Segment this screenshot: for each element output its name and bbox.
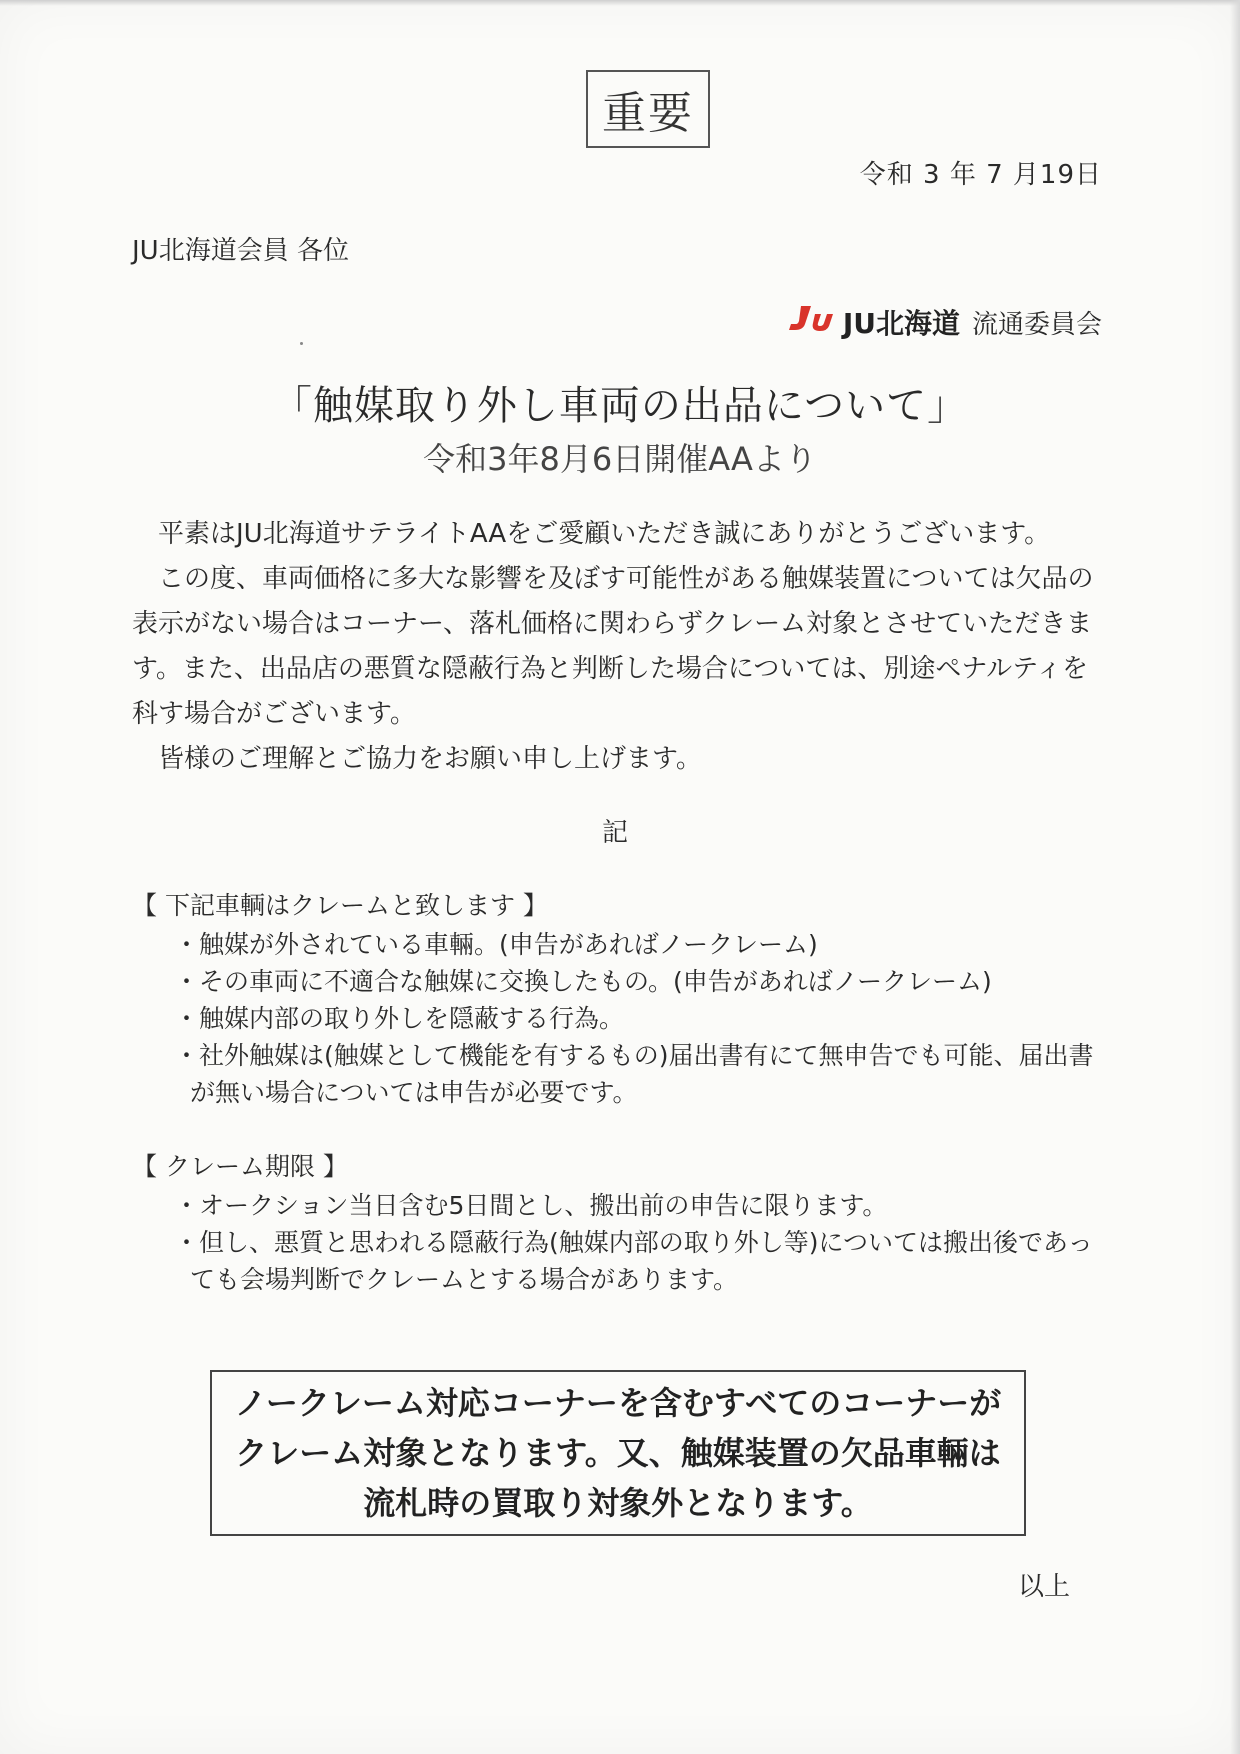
claim-items-list: [132, 926, 1112, 1111]
ju-logo-mark-svg: [787, 303, 839, 333]
claim-deadline-section: [132, 1147, 1112, 1298]
document-date: 令和 3 年 7 月19日: [859, 160, 1102, 190]
list-item: ・オークション当日含む5日間とし、搬出前の申告に限ります。: [174, 1191, 888, 1220]
list-item: ・社外触媒は(触媒として機能を有するもの)届出書有にて無申告でも可能、届出書が無い場合については申告が必要です。: [174, 1041, 1094, 1107]
sender: [787, 302, 1102, 342]
important-badge: 重要: [586, 70, 710, 148]
sender-committee: 流通委員会: [971, 309, 1102, 340]
list-item: ・但し、悪質と思われる隠蔽行為(触媒内部の取り外し等)については搬出後であっても会場判断でクレームとする場合があります。: [174, 1228, 1093, 1294]
body-paragraph: この度、車両価格に多大な影響を及ぼす可能性がある触媒装置については欠品の表示がない場合はコーナー、落札価格に関わらずクレーム対象とさせていただきます。また、出品店の悪質な隠蔽行為と判断した場合については、別途ペナルティを科す場合がございます。: [132, 564, 1094, 729]
notice-box: [210, 1370, 1026, 1536]
scan-speck: [300, 342, 303, 345]
claim-vehicles-section: [132, 886, 1112, 1111]
body-paragraph: 皆様のご理解とご協力をお願い申し上げます。: [158, 744, 702, 774]
body-paragraph: 平素はJU北海道サテライトAAをご愛顧いただき誠にありがとうございます。: [158, 519, 1051, 549]
deadline-items-list: [132, 1187, 1112, 1298]
scan-edge-top: [0, 0, 1240, 6]
list-item: ・触媒が外されている車輛。(申告があればノークレーム): [174, 930, 818, 959]
section-heading: 【 クレーム期限 】: [132, 1152, 348, 1181]
ju-logo-icon: [787, 303, 839, 341]
scan-edge-right: [1230, 0, 1240, 1754]
ju-hokkaido-logo: [787, 302, 960, 342]
list-item: ・触媒内部の取り外しを隠蔽する行為。: [174, 1004, 625, 1033]
notice-line: クレーム対象となります。又、触媒装置の欠品車輛は: [235, 1434, 1001, 1472]
logo-text: JU北海道: [842, 307, 960, 340]
notice-line: ノークレーム対応コーナーを含むすべてのコーナーが: [234, 1384, 1002, 1422]
ki-marker: 記: [601, 818, 628, 848]
section-heading: 【 下記車輌はクレームと致します 】: [132, 891, 548, 920]
document-title: 「触媒取り外し車両の出品について」: [271, 383, 969, 429]
document-subtitle: 令和3年8月6日開催AAより: [423, 440, 817, 478]
body-text: [132, 512, 1102, 782]
closing-remark: 以上: [1017, 1572, 1070, 1602]
list-item: ・その車両に不適合な触媒に交換したもの。(申告があればノークレーム): [174, 967, 992, 996]
notice-line: 流札時の買取り対象外となります。: [363, 1484, 873, 1522]
addressee: JU北海道会員 各位: [132, 236, 349, 266]
